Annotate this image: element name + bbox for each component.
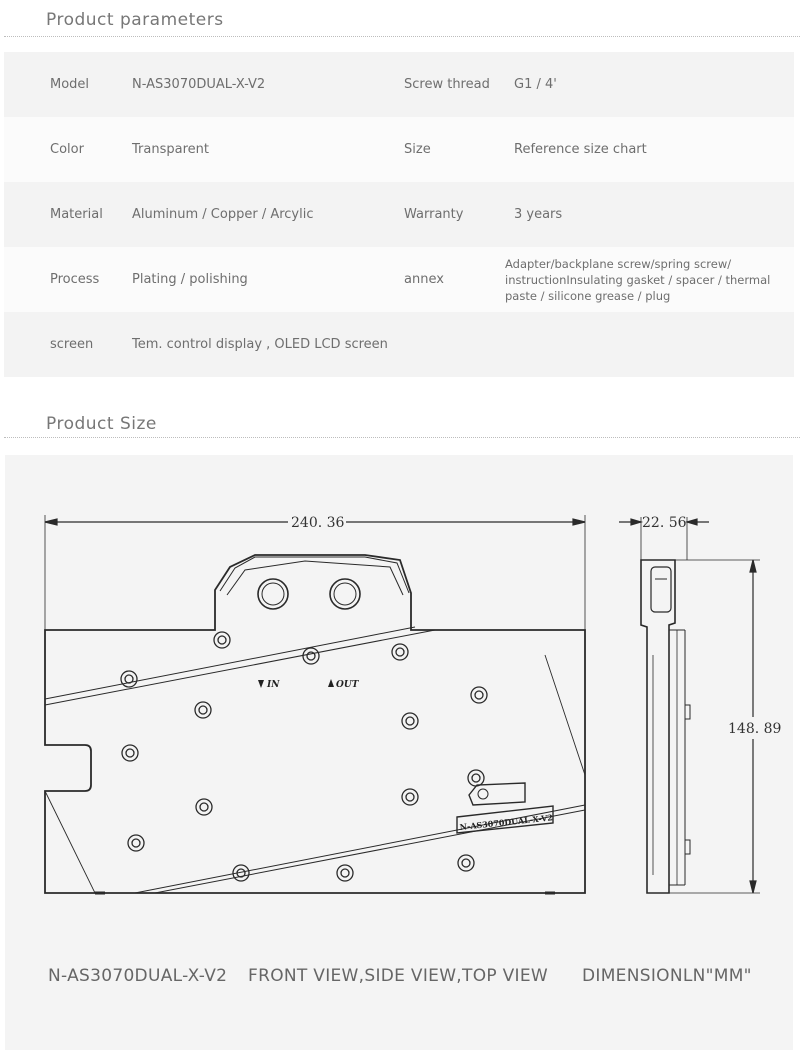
front-view-outline — [45, 555, 585, 893]
row-value: Tem. control display , OLED LCD screen — [132, 337, 388, 352]
width-dimension: 240. 36 — [291, 515, 345, 531]
row-value-2: 3 years — [514, 207, 563, 222]
params-row — [4, 312, 794, 377]
row-label: Material — [50, 207, 103, 222]
row-label-2: Size — [404, 142, 431, 157]
params-row — [4, 52, 794, 117]
caption-dimension: DIMENSIONLN"MM" — [582, 966, 752, 986]
params-row — [4, 247, 794, 312]
in-label: IN — [267, 680, 280, 690]
size-divider — [4, 437, 800, 438]
params-row — [4, 182, 794, 247]
row-value-2: Reference size chart — [514, 142, 647, 157]
plate-text: N-AS3070DUAL-X-V2 — [459, 812, 554, 832]
row-value: N-AS3070DUAL-X-V2 — [132, 77, 266, 92]
dimension-drawing — [5, 455, 793, 1050]
row-value-2: Adapter/backplane screw/spring screw/ instructionInsulating gasket / spacer / thermal paste / silicone grease / plug — [505, 256, 771, 303]
row-label-2 — [404, 312, 504, 377]
row-value-2 — [514, 312, 784, 377]
caption-model: N-AS3070DUAL-X-V2 — [48, 966, 228, 986]
row-value: Aluminum / Copper / Arcylic — [132, 207, 314, 222]
params-title: Product parameters — [46, 10, 224, 30]
row-value: Plating / polishing — [132, 272, 248, 287]
side-view-outline — [641, 560, 675, 893]
row-label: Color — [50, 142, 84, 157]
thickness-dimension: 22. 56 — [642, 515, 687, 531]
params-table — [4, 52, 794, 377]
row-value: Transparent — [132, 142, 209, 157]
row-label: Model — [50, 77, 90, 92]
row-value-2: G1 / 4' — [514, 77, 557, 92]
technical-drawing — [5, 455, 793, 1050]
params-divider — [4, 36, 800, 37]
row-label-2: annex — [404, 272, 444, 287]
row-label-2: Warranty — [404, 207, 464, 222]
out-label: OUT — [336, 680, 359, 690]
height-dimension: 148. 89 — [728, 721, 782, 737]
row-label: Process — [50, 272, 100, 287]
row-label-2: Screw thread — [404, 77, 490, 92]
size-title: Product Size — [46, 414, 157, 434]
caption-views: FRONT VIEW,SIDE VIEW,TOP VIEW — [248, 966, 549, 986]
row-label: screen — [50, 337, 94, 352]
params-row — [4, 117, 794, 182]
screw-holes — [121, 632, 487, 881]
